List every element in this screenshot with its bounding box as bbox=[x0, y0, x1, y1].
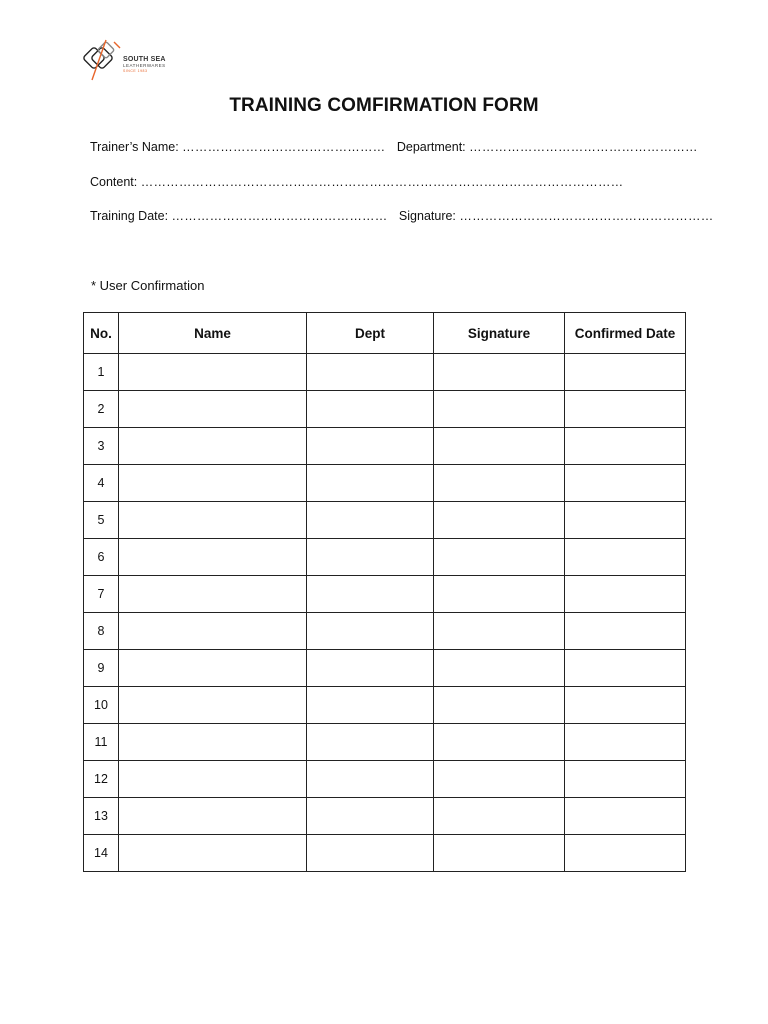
table-row bbox=[84, 539, 686, 576]
name-cell[interactable] bbox=[119, 354, 307, 391]
name-cell[interactable] bbox=[119, 465, 307, 502]
name-cell[interactable] bbox=[119, 391, 307, 428]
table-row bbox=[84, 502, 686, 539]
trainer-name-field[interactable]: ………………………………………… bbox=[182, 140, 386, 154]
signature-cell[interactable] bbox=[434, 724, 565, 761]
name-cell[interactable] bbox=[119, 724, 307, 761]
confirmed-date-cell[interactable] bbox=[565, 539, 686, 576]
name-cell[interactable] bbox=[119, 687, 307, 724]
row-number: 2 bbox=[84, 391, 119, 428]
signature-cell[interactable] bbox=[434, 428, 565, 465]
row-number: 10 bbox=[84, 687, 119, 724]
table-row bbox=[84, 428, 686, 465]
header-no: No. bbox=[84, 313, 119, 354]
confirmed-date-cell[interactable] bbox=[565, 613, 686, 650]
signature-cell[interactable] bbox=[434, 687, 565, 724]
row-number: 4 bbox=[84, 465, 119, 502]
logo-since: SINCE 1983 bbox=[123, 68, 148, 73]
signature-cell[interactable] bbox=[434, 798, 565, 835]
confirmed-date-cell[interactable] bbox=[565, 724, 686, 761]
header-confirmed-date: Confirmed Date bbox=[565, 313, 686, 354]
trainer-department-row bbox=[90, 140, 698, 154]
row-number: 11 bbox=[84, 724, 119, 761]
content-label: Content: bbox=[90, 175, 138, 189]
dept-cell[interactable] bbox=[307, 428, 434, 465]
confirmed-date-cell[interactable] bbox=[565, 576, 686, 613]
logo-name: SOUTH SEA bbox=[123, 56, 166, 63]
dept-cell[interactable] bbox=[307, 687, 434, 724]
table-row bbox=[84, 354, 686, 391]
row-number: 7 bbox=[84, 576, 119, 613]
form-title: TRAINING COMFIRMATION FORM bbox=[229, 95, 539, 116]
table-row bbox=[84, 613, 686, 650]
row-number: 3 bbox=[84, 428, 119, 465]
row-number: 6 bbox=[84, 539, 119, 576]
department-label: Department: bbox=[396, 140, 466, 154]
confirmed-date-cell[interactable] bbox=[565, 391, 686, 428]
signature-cell[interactable] bbox=[434, 613, 565, 650]
row-number: 13 bbox=[84, 798, 119, 835]
dept-cell[interactable] bbox=[307, 576, 434, 613]
confirmed-date-cell[interactable] bbox=[565, 502, 686, 539]
dept-cell[interactable] bbox=[307, 613, 434, 650]
logo-subtitle: LEATHERWARES bbox=[123, 63, 166, 68]
header-name: Name bbox=[119, 313, 307, 354]
row-number: 12 bbox=[84, 761, 119, 798]
table-row bbox=[84, 724, 686, 761]
trainer-label: Trainer’s Name: bbox=[90, 140, 179, 154]
dept-cell[interactable] bbox=[307, 502, 434, 539]
name-cell[interactable] bbox=[119, 502, 307, 539]
dept-cell[interactable] bbox=[307, 354, 434, 391]
table-row bbox=[84, 650, 686, 687]
dept-cell[interactable] bbox=[307, 465, 434, 502]
name-cell[interactable] bbox=[119, 428, 307, 465]
table-row bbox=[84, 761, 686, 798]
confirmed-date-cell[interactable] bbox=[565, 354, 686, 391]
company-logo bbox=[80, 36, 170, 84]
signature-cell[interactable] bbox=[434, 502, 565, 539]
department-field[interactable]: ……………………………………………… bbox=[469, 140, 698, 154]
name-cell[interactable] bbox=[119, 613, 307, 650]
signature-cell[interactable] bbox=[434, 835, 565, 872]
name-cell[interactable] bbox=[119, 761, 307, 798]
dept-cell[interactable] bbox=[307, 761, 434, 798]
table-row bbox=[84, 798, 686, 835]
name-cell[interactable] bbox=[119, 576, 307, 613]
table-row bbox=[84, 391, 686, 428]
confirmed-date-cell[interactable] bbox=[565, 687, 686, 724]
signature-cell[interactable] bbox=[434, 391, 565, 428]
signature-cell[interactable] bbox=[434, 354, 565, 391]
row-number: 14 bbox=[84, 835, 119, 872]
dept-cell[interactable] bbox=[307, 724, 434, 761]
signature-cell[interactable] bbox=[434, 539, 565, 576]
confirmed-date-cell[interactable] bbox=[565, 465, 686, 502]
dept-cell[interactable] bbox=[307, 539, 434, 576]
signature-cell[interactable] bbox=[434, 650, 565, 687]
signature-cell[interactable] bbox=[434, 465, 565, 502]
content-row bbox=[90, 175, 623, 189]
confirmed-date-cell[interactable] bbox=[565, 798, 686, 835]
name-cell[interactable] bbox=[119, 650, 307, 687]
signature-cell[interactable] bbox=[434, 576, 565, 613]
confirmation-table bbox=[83, 312, 686, 872]
content-field[interactable]: …………………………………………………………………………………………………… bbox=[140, 175, 624, 189]
signature-field[interactable]: …………………………………………………… bbox=[459, 209, 714, 223]
name-cell[interactable] bbox=[119, 539, 307, 576]
table-row bbox=[84, 687, 686, 724]
dept-cell[interactable] bbox=[307, 650, 434, 687]
table-row bbox=[84, 576, 686, 613]
row-number: 5 bbox=[84, 502, 119, 539]
training-date-field[interactable]: …………………………………………… bbox=[171, 209, 388, 223]
dept-cell[interactable] bbox=[307, 835, 434, 872]
row-number: 1 bbox=[84, 354, 119, 391]
header-dept: Dept bbox=[307, 313, 434, 354]
training-date-label: Training Date: bbox=[90, 209, 169, 223]
table-header-row bbox=[84, 313, 686, 354]
name-cell[interactable] bbox=[119, 835, 307, 872]
date-signature-row bbox=[90, 209, 713, 223]
table-row bbox=[84, 465, 686, 502]
confirmed-date-cell[interactable] bbox=[565, 761, 686, 798]
confirmed-date-cell[interactable] bbox=[565, 835, 686, 872]
confirmed-date-cell[interactable] bbox=[565, 428, 686, 465]
signature-cell[interactable] bbox=[434, 761, 565, 798]
user-confirmation-note: * User Confirmation bbox=[91, 278, 205, 293]
table-row bbox=[84, 835, 686, 872]
header-signature: Signature bbox=[434, 313, 565, 354]
row-number: 9 bbox=[84, 650, 119, 687]
row-number: 8 bbox=[84, 613, 119, 650]
logo-mark-icon bbox=[80, 36, 128, 84]
confirmed-date-cell[interactable] bbox=[565, 650, 686, 687]
signature-label: Signature: bbox=[398, 209, 456, 223]
name-cell[interactable] bbox=[119, 798, 307, 835]
dept-cell[interactable] bbox=[307, 798, 434, 835]
dept-cell[interactable] bbox=[307, 391, 434, 428]
